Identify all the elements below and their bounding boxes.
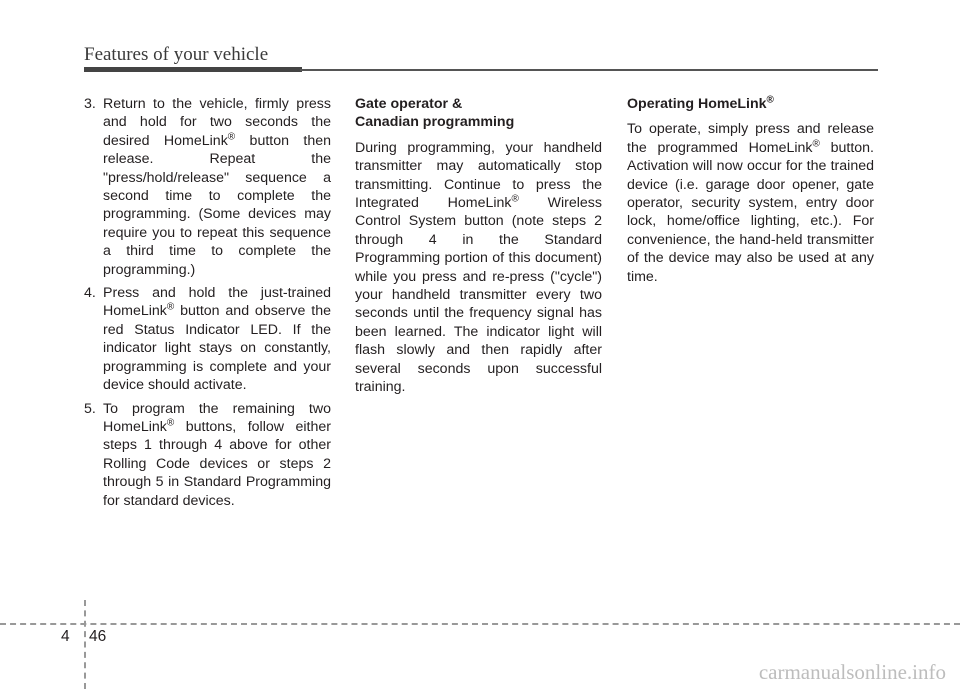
step-text-part: To program the remaining two HomeLink xyxy=(103,400,331,435)
paragraph-part: button. Activation will now occur for the trained device (i.e. garage door opener, gate operator, security system, entry door lock, home/office lighting, etc.). For convenience, the hand-held transmitter of the device may also be used at any time. xyxy=(627,139,874,285)
registered-mark: ® xyxy=(511,193,519,205)
header-rule-thick xyxy=(84,67,302,72)
list-item xyxy=(84,95,331,279)
registered-mark: ® xyxy=(166,301,175,313)
operating-homelink-heading xyxy=(627,95,874,113)
step-text-part: button then release. Repeat the "press/hold/release" sequence a second time to complete the programming. (Some devices may require you to repeat this sequence a third time to complete the programming.) xyxy=(103,132,331,278)
registered-mark: ® xyxy=(166,417,175,429)
registered-mark: ® xyxy=(227,131,236,143)
registered-mark: ® xyxy=(812,138,820,150)
step-number: 4. xyxy=(84,285,96,302)
header-rule-thin xyxy=(300,69,878,71)
heading-line: Gate operator & xyxy=(355,96,463,112)
page-number: 46 xyxy=(89,628,107,645)
page-header-title: Features of your vehicle xyxy=(84,44,269,65)
step-text xyxy=(103,95,331,279)
list-item xyxy=(84,284,331,394)
paragraph-part: During programming, your handheld transmitter may automatically stop transmitting. Continue to press the Integrated HomeLink xyxy=(355,139,602,212)
heading-line: Canadian programming xyxy=(355,114,515,131)
step-number: 3. xyxy=(84,96,96,112)
heading-text: Operating HomeLink xyxy=(627,96,767,112)
step-text-part: Press and hold the just-trained HomeLink xyxy=(103,285,331,320)
step-text xyxy=(103,400,331,510)
footer-dashed-vertical-line xyxy=(84,600,86,689)
paragraph-part: Wireless Control System button (note steps 2 through 4 in the Standard Programming portion of this document) while you press and re-press ("cycle") your handheld transmitter every two seconds until the frequency signal has been learned. The indicator light will flash slowly and then rapidly after several seconds upon successful training. xyxy=(355,195,602,396)
step-text-part: button and observe the red Status Indicator LED. If the indicator light stays on constantly, programming is complete and your device should activate. xyxy=(103,303,331,394)
footer-dashed-rule xyxy=(0,623,960,625)
right-column xyxy=(627,95,874,295)
registered-mark: ® xyxy=(766,94,774,106)
programming-steps-list xyxy=(84,95,331,510)
left-column xyxy=(84,95,331,515)
step-text xyxy=(103,284,331,394)
gate-operator-paragraph xyxy=(355,139,602,397)
step-text-part: Return to the vehicle, firmly press and hold for two seconds the desired HomeLink xyxy=(103,96,331,149)
gate-operator-heading xyxy=(355,95,602,132)
paragraph-part: To operate, simply press and release the programmed HomeLink xyxy=(627,121,874,156)
operating-homelink-paragraph xyxy=(627,120,874,286)
step-number: 5. xyxy=(84,400,96,417)
list-item xyxy=(84,400,331,510)
chapter-number: 4 xyxy=(61,628,70,645)
site-watermark: carmanualsonline.info xyxy=(758,660,946,684)
middle-column xyxy=(355,95,602,406)
step-text-part: buttons, follow either steps 1 through 4 above for other Rolling Code devices or steps 2 through 5 in Standard Programming for standard devices. xyxy=(103,418,331,509)
